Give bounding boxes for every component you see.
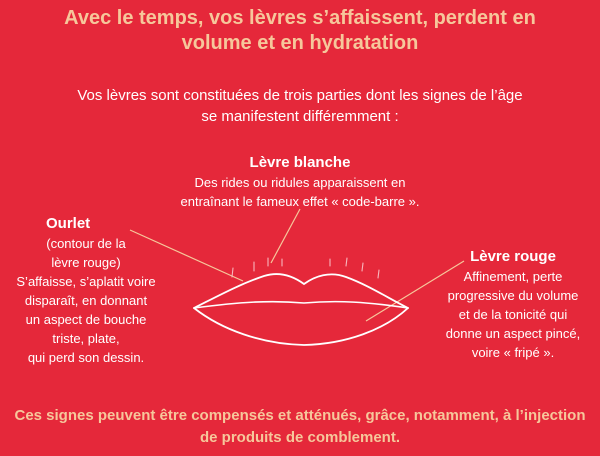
ourlet-desc-1: S’affaisse, s’aplatit voire [16,274,156,289]
levre-blanche-title: Lèvre blanche [249,154,351,171]
ourlet-desc-3: un aspect de bouche [25,312,147,327]
label-ourlet [6,214,166,367]
levre-blanche-line-1: Des rides ou ridules apparaissent en [194,175,406,190]
intro-line-1: Vos lèvres sont constituées de trois parties dont les signes de l’âge [77,87,523,104]
title-line-1: Avec le temps, vos lèvres s’affaissent, perdent en [64,7,536,29]
intro-line-2: se manifestent différemment : [201,108,399,125]
label-levre-blanche [150,153,450,211]
ourlet-desc-5: qui perd son dessin. [27,350,145,365]
levre-rouge-title: Lèvre rouge [470,248,556,265]
lower-lip-outline [194,308,408,345]
levre-rouge-line-1: Affinement, perte [463,269,563,284]
ourlet-desc-4: triste, plate, [52,331,120,346]
ourlet-desc-2: disparaît, en donnant [24,293,148,308]
levre-rouge-line-3: et de la tonicité qui [458,307,568,322]
ourlet-sub-1: (contour de la [46,236,126,251]
wrinkle-ticks [232,258,379,278]
levre-rouge-line-4: donne un aspect pincé, [445,326,581,341]
footer-line-2: de produits de comblement. [199,429,401,446]
ourlet-sub-2: lèvre rouge) [51,255,121,270]
label-levre-rouge [430,247,596,362]
levre-rouge-line-5: voire « fripé ». [471,345,555,360]
title-line-2: volume et en hydratation [181,32,419,54]
leader-line-blanche [271,209,300,263]
ourlet-title: Ourlet [46,215,91,232]
footer-text [0,405,600,449]
lip-line [194,302,408,308]
levre-blanche-line-2: entraînant le fameux effet « code-barre ». [180,194,420,209]
footer-line-1: Ces signes peuvent être compensés et atténués, grâce, notamment, à l’injection [14,407,586,424]
levre-rouge-line-2: progressive du volume [447,288,579,303]
